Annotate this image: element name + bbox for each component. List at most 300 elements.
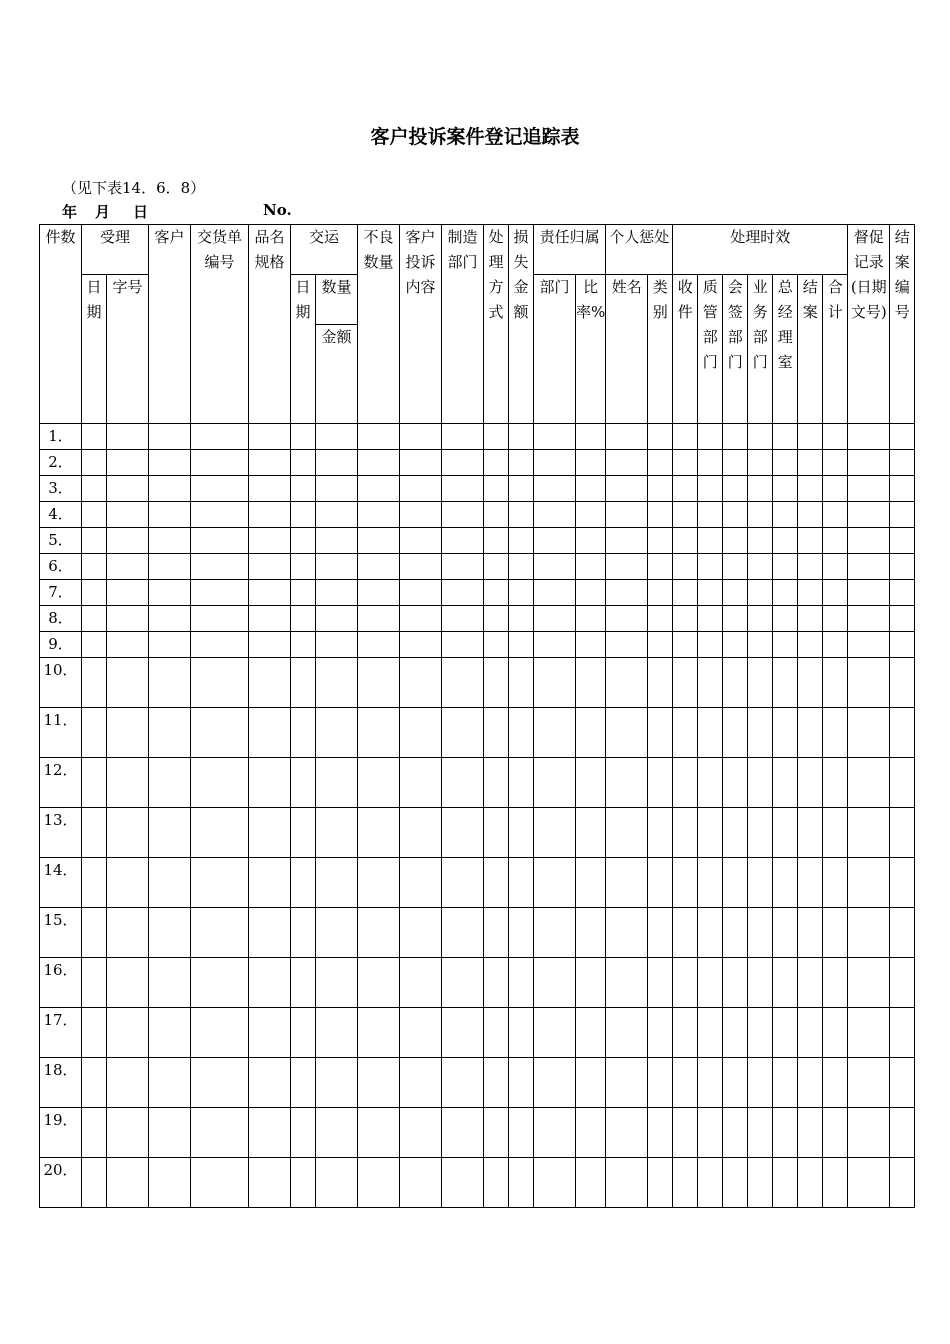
table-cell[interactable] bbox=[673, 808, 698, 858]
table-cell[interactable] bbox=[509, 424, 534, 450]
table-cell[interactable] bbox=[316, 858, 358, 908]
table-cell[interactable] bbox=[890, 606, 915, 632]
table-cell[interactable] bbox=[723, 1008, 748, 1058]
table-cell[interactable] bbox=[442, 424, 484, 450]
table-cell[interactable] bbox=[191, 554, 249, 580]
table-cell[interactable] bbox=[773, 658, 798, 708]
table-cell[interactable] bbox=[291, 528, 316, 554]
table-cell[interactable] bbox=[698, 708, 723, 758]
table-cell[interactable] bbox=[107, 554, 149, 580]
table-cell[interactable] bbox=[606, 502, 648, 528]
table-cell[interactable] bbox=[442, 908, 484, 958]
table-cell[interactable] bbox=[509, 580, 534, 606]
table-cell[interactable] bbox=[358, 502, 400, 528]
table-cell[interactable] bbox=[576, 1058, 606, 1108]
table-cell[interactable] bbox=[149, 580, 191, 606]
table-cell[interactable] bbox=[748, 708, 773, 758]
table-cell[interactable] bbox=[442, 1108, 484, 1158]
table-cell[interactable] bbox=[442, 528, 484, 554]
table-cell[interactable] bbox=[484, 1008, 509, 1058]
table-cell[interactable] bbox=[509, 528, 534, 554]
table-cell[interactable] bbox=[358, 658, 400, 708]
table-cell[interactable] bbox=[316, 1158, 358, 1208]
table-cell[interactable] bbox=[890, 708, 915, 758]
table-cell[interactable] bbox=[673, 632, 698, 658]
table-cell[interactable] bbox=[107, 758, 149, 808]
table-cell[interactable] bbox=[673, 708, 698, 758]
table-cell[interactable] bbox=[890, 554, 915, 580]
table-cell[interactable] bbox=[748, 528, 773, 554]
table-cell[interactable] bbox=[442, 450, 484, 476]
table-cell[interactable] bbox=[291, 708, 316, 758]
table-cell[interactable] bbox=[442, 1158, 484, 1208]
table-cell[interactable] bbox=[291, 1158, 316, 1208]
table-cell[interactable] bbox=[191, 502, 249, 528]
table-cell[interactable] bbox=[723, 708, 748, 758]
table-cell[interactable] bbox=[606, 708, 648, 758]
table-cell[interactable] bbox=[848, 632, 890, 658]
table-cell[interactable] bbox=[698, 424, 723, 450]
table-cell[interactable] bbox=[648, 1058, 673, 1108]
table-cell[interactable] bbox=[673, 424, 698, 450]
table-cell[interactable] bbox=[698, 1008, 723, 1058]
table-cell[interactable] bbox=[673, 528, 698, 554]
table-cell[interactable] bbox=[673, 1108, 698, 1158]
table-cell[interactable] bbox=[606, 958, 648, 1008]
table-cell[interactable] bbox=[442, 958, 484, 1008]
table-cell[interactable] bbox=[442, 554, 484, 580]
table-cell[interactable] bbox=[442, 1058, 484, 1108]
table-cell[interactable] bbox=[823, 632, 848, 658]
table-cell[interactable] bbox=[890, 424, 915, 450]
table-cell[interactable] bbox=[484, 632, 509, 658]
table-cell[interactable] bbox=[191, 958, 249, 1008]
table-cell[interactable] bbox=[400, 606, 442, 632]
table-cell[interactable] bbox=[773, 450, 798, 476]
table-cell[interactable] bbox=[890, 1158, 915, 1208]
table-cell[interactable] bbox=[107, 476, 149, 502]
table-cell[interactable] bbox=[698, 476, 723, 502]
table-cell[interactable] bbox=[249, 1008, 291, 1058]
table-cell[interactable] bbox=[400, 1108, 442, 1158]
table-cell[interactable] bbox=[291, 758, 316, 808]
table-cell[interactable] bbox=[576, 554, 606, 580]
table-cell[interactable] bbox=[798, 958, 823, 1008]
table-cell[interactable] bbox=[509, 708, 534, 758]
table-cell[interactable] bbox=[576, 528, 606, 554]
table-cell[interactable] bbox=[291, 424, 316, 450]
table-cell[interactable] bbox=[107, 528, 149, 554]
table-cell[interactable] bbox=[606, 606, 648, 632]
table-cell[interactable] bbox=[698, 758, 723, 808]
table-cell[interactable] bbox=[442, 606, 484, 632]
table-cell[interactable] bbox=[291, 450, 316, 476]
table-cell[interactable] bbox=[823, 424, 848, 450]
table-cell[interactable] bbox=[149, 450, 191, 476]
table-cell[interactable] bbox=[890, 632, 915, 658]
table-cell[interactable] bbox=[890, 1108, 915, 1158]
table-cell[interactable] bbox=[484, 708, 509, 758]
table-cell[interactable] bbox=[249, 958, 291, 1008]
table-cell[interactable] bbox=[848, 476, 890, 502]
table-cell[interactable] bbox=[890, 808, 915, 858]
table-cell[interactable] bbox=[249, 528, 291, 554]
table-cell[interactable] bbox=[316, 632, 358, 658]
table-cell[interactable] bbox=[606, 758, 648, 808]
table-cell[interactable] bbox=[107, 708, 149, 758]
table-cell[interactable] bbox=[191, 606, 249, 632]
table-cell[interactable] bbox=[773, 758, 798, 808]
table-cell[interactable] bbox=[291, 908, 316, 958]
table-cell[interactable] bbox=[798, 1058, 823, 1108]
table-cell[interactable] bbox=[191, 1158, 249, 1208]
table-cell[interactable] bbox=[82, 1108, 107, 1158]
table-cell[interactable] bbox=[534, 580, 576, 606]
table-cell[interactable] bbox=[748, 1058, 773, 1108]
table-cell[interactable] bbox=[509, 1058, 534, 1108]
table-cell[interactable] bbox=[291, 606, 316, 632]
table-cell[interactable] bbox=[890, 528, 915, 554]
table-cell[interactable] bbox=[648, 858, 673, 908]
table-cell[interactable] bbox=[249, 580, 291, 606]
table-cell[interactable] bbox=[191, 424, 249, 450]
table-cell[interactable] bbox=[823, 708, 848, 758]
table-cell[interactable] bbox=[534, 908, 576, 958]
table-cell[interactable] bbox=[400, 958, 442, 1008]
table-cell[interactable] bbox=[606, 450, 648, 476]
table-cell[interactable] bbox=[773, 476, 798, 502]
table-cell[interactable] bbox=[773, 580, 798, 606]
table-cell[interactable] bbox=[890, 858, 915, 908]
table-cell[interactable] bbox=[698, 1108, 723, 1158]
table-cell[interactable] bbox=[149, 908, 191, 958]
table-cell[interactable] bbox=[316, 528, 358, 554]
table-cell[interactable] bbox=[191, 1008, 249, 1058]
table-cell[interactable] bbox=[798, 580, 823, 606]
table-cell[interactable] bbox=[648, 554, 673, 580]
table-cell[interactable] bbox=[698, 958, 723, 1008]
table-cell[interactable] bbox=[723, 476, 748, 502]
table-cell[interactable] bbox=[484, 658, 509, 708]
table-cell[interactable] bbox=[673, 758, 698, 808]
table-cell[interactable] bbox=[534, 1008, 576, 1058]
table-cell[interactable] bbox=[748, 1158, 773, 1208]
table-cell[interactable] bbox=[316, 1058, 358, 1108]
table-cell[interactable] bbox=[400, 1008, 442, 1058]
table-cell[interactable] bbox=[534, 1108, 576, 1158]
table-cell[interactable] bbox=[576, 476, 606, 502]
table-cell[interactable] bbox=[890, 502, 915, 528]
table-cell[interactable] bbox=[748, 580, 773, 606]
table-cell[interactable] bbox=[576, 708, 606, 758]
table-cell[interactable] bbox=[358, 476, 400, 502]
table-cell[interactable] bbox=[673, 476, 698, 502]
table-cell[interactable] bbox=[890, 476, 915, 502]
table-cell[interactable] bbox=[291, 958, 316, 1008]
table-cell[interactable] bbox=[823, 1158, 848, 1208]
table-cell[interactable] bbox=[848, 758, 890, 808]
table-cell[interactable] bbox=[748, 554, 773, 580]
table-cell[interactable] bbox=[358, 606, 400, 632]
table-cell[interactable] bbox=[848, 580, 890, 606]
table-cell[interactable] bbox=[149, 1058, 191, 1108]
table-cell[interactable] bbox=[82, 1158, 107, 1208]
table-cell[interactable] bbox=[249, 808, 291, 858]
table-cell[interactable] bbox=[149, 708, 191, 758]
table-cell[interactable] bbox=[534, 502, 576, 528]
table-cell[interactable] bbox=[698, 1158, 723, 1208]
table-cell[interactable] bbox=[400, 758, 442, 808]
table-cell[interactable] bbox=[673, 1008, 698, 1058]
table-cell[interactable] bbox=[723, 908, 748, 958]
table-cell[interactable] bbox=[107, 858, 149, 908]
table-cell[interactable] bbox=[400, 632, 442, 658]
table-cell[interactable] bbox=[509, 658, 534, 708]
table-cell[interactable] bbox=[534, 808, 576, 858]
table-cell[interactable] bbox=[576, 450, 606, 476]
table-cell[interactable] bbox=[673, 450, 698, 476]
table-cell[interactable] bbox=[823, 758, 848, 808]
table-cell[interactable] bbox=[576, 1108, 606, 1158]
table-cell[interactable] bbox=[798, 858, 823, 908]
table-cell[interactable] bbox=[648, 908, 673, 958]
table-cell[interactable] bbox=[823, 1058, 848, 1108]
table-cell[interactable] bbox=[107, 1058, 149, 1108]
table-cell[interactable] bbox=[823, 658, 848, 708]
table-cell[interactable] bbox=[509, 450, 534, 476]
table-cell[interactable] bbox=[316, 908, 358, 958]
table-cell[interactable] bbox=[748, 632, 773, 658]
table-cell[interactable] bbox=[149, 424, 191, 450]
table-cell[interactable] bbox=[191, 658, 249, 708]
table-cell[interactable] bbox=[648, 708, 673, 758]
table-cell[interactable] bbox=[748, 858, 773, 908]
table-cell[interactable] bbox=[698, 502, 723, 528]
table-cell[interactable] bbox=[748, 424, 773, 450]
table-cell[interactable] bbox=[400, 908, 442, 958]
table-cell[interactable] bbox=[400, 1058, 442, 1108]
table-cell[interactable] bbox=[509, 758, 534, 808]
table-cell[interactable] bbox=[316, 554, 358, 580]
table-cell[interactable] bbox=[191, 758, 249, 808]
table-cell[interactable] bbox=[848, 658, 890, 708]
table-cell[interactable] bbox=[848, 424, 890, 450]
table-cell[interactable] bbox=[107, 450, 149, 476]
table-cell[interactable] bbox=[484, 580, 509, 606]
table-cell[interactable] bbox=[606, 554, 648, 580]
table-cell[interactable] bbox=[316, 1008, 358, 1058]
table-cell[interactable] bbox=[191, 450, 249, 476]
table-cell[interactable] bbox=[823, 502, 848, 528]
table-cell[interactable] bbox=[442, 580, 484, 606]
table-cell[interactable] bbox=[798, 528, 823, 554]
table-cell[interactable] bbox=[249, 1158, 291, 1208]
table-cell[interactable] bbox=[291, 658, 316, 708]
table-cell[interactable] bbox=[358, 554, 400, 580]
table-cell[interactable] bbox=[149, 554, 191, 580]
table-cell[interactable] bbox=[698, 606, 723, 632]
table-cell[interactable] bbox=[798, 554, 823, 580]
table-cell[interactable] bbox=[773, 606, 798, 632]
table-cell[interactable] bbox=[823, 1108, 848, 1158]
table-cell[interactable] bbox=[316, 476, 358, 502]
table-cell[interactable] bbox=[798, 450, 823, 476]
table-cell[interactable] bbox=[648, 958, 673, 1008]
table-cell[interactable] bbox=[606, 908, 648, 958]
table-cell[interactable] bbox=[191, 858, 249, 908]
table-cell[interactable] bbox=[823, 580, 848, 606]
table-cell[interactable] bbox=[509, 1008, 534, 1058]
table-cell[interactable] bbox=[798, 476, 823, 502]
table-cell[interactable] bbox=[848, 502, 890, 528]
table-cell[interactable] bbox=[82, 424, 107, 450]
table-cell[interactable] bbox=[723, 528, 748, 554]
table-cell[interactable] bbox=[606, 808, 648, 858]
table-cell[interactable] bbox=[648, 606, 673, 632]
table-cell[interactable] bbox=[673, 502, 698, 528]
table-cell[interactable] bbox=[748, 1108, 773, 1158]
table-cell[interactable] bbox=[606, 1158, 648, 1208]
table-cell[interactable] bbox=[358, 1008, 400, 1058]
table-cell[interactable] bbox=[149, 1108, 191, 1158]
table-cell[interactable] bbox=[191, 632, 249, 658]
table-cell[interactable] bbox=[848, 858, 890, 908]
table-cell[interactable] bbox=[484, 606, 509, 632]
table-cell[interactable] bbox=[400, 424, 442, 450]
table-cell[interactable] bbox=[484, 502, 509, 528]
table-cell[interactable] bbox=[823, 958, 848, 1008]
table-cell[interactable] bbox=[823, 476, 848, 502]
table-cell[interactable] bbox=[798, 1008, 823, 1058]
table-cell[interactable] bbox=[723, 958, 748, 1008]
table-cell[interactable] bbox=[107, 658, 149, 708]
table-cell[interactable] bbox=[890, 580, 915, 606]
table-cell[interactable] bbox=[149, 858, 191, 908]
table-cell[interactable] bbox=[249, 908, 291, 958]
table-cell[interactable] bbox=[534, 528, 576, 554]
table-cell[interactable] bbox=[723, 580, 748, 606]
table-cell[interactable] bbox=[823, 606, 848, 632]
table-cell[interactable] bbox=[606, 658, 648, 708]
table-cell[interactable] bbox=[358, 528, 400, 554]
table-cell[interactable] bbox=[773, 958, 798, 1008]
table-cell[interactable] bbox=[484, 1158, 509, 1208]
table-cell[interactable] bbox=[107, 502, 149, 528]
table-cell[interactable] bbox=[823, 858, 848, 908]
table-cell[interactable] bbox=[82, 632, 107, 658]
table-cell[interactable] bbox=[748, 658, 773, 708]
table-cell[interactable] bbox=[442, 632, 484, 658]
table-cell[interactable] bbox=[773, 708, 798, 758]
table-cell[interactable] bbox=[316, 958, 358, 1008]
table-cell[interactable] bbox=[723, 858, 748, 908]
table-cell[interactable] bbox=[723, 606, 748, 632]
table-cell[interactable] bbox=[191, 1108, 249, 1158]
table-cell[interactable] bbox=[484, 424, 509, 450]
table-cell[interactable] bbox=[576, 606, 606, 632]
table-cell[interactable] bbox=[773, 632, 798, 658]
table-cell[interactable] bbox=[484, 1108, 509, 1158]
table-cell[interactable] bbox=[748, 476, 773, 502]
table-cell[interactable] bbox=[316, 606, 358, 632]
table-cell[interactable] bbox=[400, 858, 442, 908]
table-cell[interactable] bbox=[291, 1058, 316, 1108]
table-cell[interactable] bbox=[442, 1008, 484, 1058]
table-cell[interactable] bbox=[748, 808, 773, 858]
table-cell[interactable] bbox=[249, 502, 291, 528]
table-cell[interactable] bbox=[82, 580, 107, 606]
table-cell[interactable] bbox=[534, 606, 576, 632]
table-cell[interactable] bbox=[798, 708, 823, 758]
table-cell[interactable] bbox=[748, 606, 773, 632]
table-cell[interactable] bbox=[191, 908, 249, 958]
table-cell[interactable] bbox=[316, 808, 358, 858]
table-cell[interactable] bbox=[698, 554, 723, 580]
table-cell[interactable] bbox=[798, 1158, 823, 1208]
table-cell[interactable] bbox=[798, 808, 823, 858]
table-cell[interactable] bbox=[82, 658, 107, 708]
table-cell[interactable] bbox=[848, 528, 890, 554]
table-cell[interactable] bbox=[534, 424, 576, 450]
table-cell[interactable] bbox=[798, 758, 823, 808]
table-cell[interactable] bbox=[798, 1108, 823, 1158]
table-cell[interactable] bbox=[534, 708, 576, 758]
table-cell[interactable] bbox=[723, 450, 748, 476]
table-cell[interactable] bbox=[442, 502, 484, 528]
table-cell[interactable] bbox=[249, 858, 291, 908]
table-cell[interactable] bbox=[673, 858, 698, 908]
table-cell[interactable] bbox=[534, 632, 576, 658]
table-cell[interactable] bbox=[358, 1158, 400, 1208]
table-cell[interactable] bbox=[400, 808, 442, 858]
table-cell[interactable] bbox=[890, 658, 915, 708]
table-cell[interactable] bbox=[606, 1008, 648, 1058]
table-cell[interactable] bbox=[249, 606, 291, 632]
table-cell[interactable] bbox=[107, 808, 149, 858]
table-cell[interactable] bbox=[606, 858, 648, 908]
table-cell[interactable] bbox=[442, 476, 484, 502]
table-cell[interactable] bbox=[673, 1058, 698, 1108]
table-cell[interactable] bbox=[673, 1158, 698, 1208]
table-cell[interactable] bbox=[773, 1158, 798, 1208]
table-cell[interactable] bbox=[249, 424, 291, 450]
table-cell[interactable] bbox=[848, 1108, 890, 1158]
table-cell[interactable] bbox=[698, 658, 723, 708]
table-cell[interactable] bbox=[606, 1058, 648, 1108]
table-cell[interactable] bbox=[82, 808, 107, 858]
table-cell[interactable] bbox=[534, 758, 576, 808]
table-cell[interactable] bbox=[400, 708, 442, 758]
table-cell[interactable] bbox=[673, 958, 698, 1008]
table-cell[interactable] bbox=[773, 808, 798, 858]
table-cell[interactable] bbox=[400, 1158, 442, 1208]
table-cell[interactable] bbox=[648, 1108, 673, 1158]
table-cell[interactable] bbox=[316, 758, 358, 808]
table-cell[interactable] bbox=[82, 450, 107, 476]
table-cell[interactable] bbox=[673, 580, 698, 606]
table-cell[interactable] bbox=[82, 502, 107, 528]
table-cell[interactable] bbox=[890, 450, 915, 476]
table-cell[interactable] bbox=[149, 758, 191, 808]
table-cell[interactable] bbox=[723, 658, 748, 708]
table-cell[interactable] bbox=[249, 758, 291, 808]
table-cell[interactable] bbox=[107, 1158, 149, 1208]
table-cell[interactable] bbox=[358, 808, 400, 858]
table-cell[interactable] bbox=[191, 1058, 249, 1108]
table-cell[interactable] bbox=[576, 580, 606, 606]
table-cell[interactable] bbox=[773, 858, 798, 908]
table-cell[interactable] bbox=[249, 658, 291, 708]
